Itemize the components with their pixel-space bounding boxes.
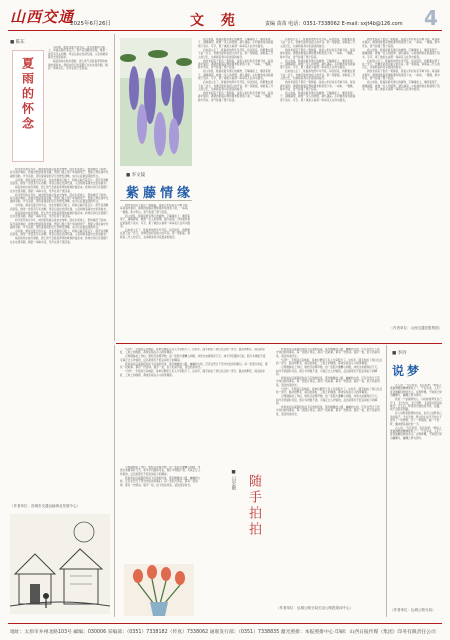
article-2 xyxy=(116,34,442,341)
issue-date: 2025年6月26日 xyxy=(70,21,111,27)
section-title: 文 苑 xyxy=(190,13,241,29)
article-2-paragraph: 我的老家院子里有一架紫藤，是祖父年轻时亲手种下的。每到春末夏初，满架的紫藤花便如瀑布般垂落下来，一串串，一簇簇，紫中带白，香气弥漫了整个院落。 xyxy=(198,59,274,70)
column-divider xyxy=(386,345,387,617)
article-1-caption: （作者单位：晋城市交通运输事业发展中心） xyxy=(10,504,80,508)
article-2-paragraph: 我的老家院子里有一架紫藤，是祖父年轻时亲手种下的。每到春末夏初，满架的紫藤花便如瀑布般垂落下来，一串串，一簇簇，紫中带白，香气弥漫了整个院落。 xyxy=(362,38,440,48)
article-4-paragraph: 我是一个爱做梦的人。小时候常梦见自己会飞，飞过村庄，飞过田野，飞到很远很远的地方。长大后，梦里常出现的是考试、赶路、找不到回家的路。 xyxy=(390,398,442,412)
article-2-paragraph: 后来祖父走了，紫藤却依然年年开花。每次回家，我都要在架下站一会儿，仿佛还能听到祖父的声音。那一架紫藤，承载着三代人的记忆，也承载着我对家最深的眷恋。 xyxy=(362,59,440,70)
article-2-paragraph: 我的老家院子里有一架紫藤，是祖父年轻时亲手种下的。每到春末夏初，满架的紫藤花便如瀑布般垂落下来，一串串，一簇簇，紫中带白，香气弥漫了整个院落。 xyxy=(120,204,191,214)
article-2-paragraph: 我的老家院子里有一架紫藤，是祖父年轻时亲手种下的。每到春末夏初，满架的紫藤花便如瀑布般垂落下来，一串串，一簇簇，紫中带白，香气弥漫了整个院落。 xyxy=(198,92,274,102)
article-1-paragraph: 雨后的村庄格外清新，泥土的气息混着青草的味道扑面而来。我和伙伴们光着脚丫在水洼里奔跑，溅起一串串水花，笑声在巷子里回荡。 xyxy=(10,237,109,244)
article-1-paragraph: 如今离开故乡多年，城市里的雨总是来去匆匆，落在水泥地上，很快就没了踪迹。每当雨声响起，我便会想起那座老屋，想起门槛上那个听雨的孩子，想起父母在雨中忙碌的身影。岁月流逝，那些夏雨里的记忆却愈发清晰，成为心底最温柔的怀念。 xyxy=(10,219,109,230)
article-1-title: 夏雨的怀念 xyxy=(20,57,35,132)
article-4-paragraph: 古人说："日有所思，夜有所梦。"梦是人类最神秘的精神现象之一，千百年来，人们一直试图解读梦的含义。庄周梦蝶，不知周之梦为蝴蝶与，蝴蝶之梦为周与。 xyxy=(390,384,442,398)
section-divider xyxy=(116,343,442,344)
article-1-paragraph: 如今离开故乡多年，城市里的雨总是来去匆匆，落在水泥地上，很快就没了踪迹。每当雨声响起，我便会想起那座老屋，想起门槛上那个听雨的孩子，想起父母在雨中忙碌的身影。岁月流逝，那些夏雨里的记忆却愈发清晰，成为心底最温柔的怀念。 xyxy=(10,193,109,204)
page-number: 4 xyxy=(424,6,438,30)
article-1-paragraph: 如今离开故乡多年，城市里的雨总是来去匆匆，落在水泥地上，很快就没了踪迹。每当雨声响起，我便会想起那座老屋，想起门槛上那个听雨的孩子，想起父母在雨中忙碌的身影。岁月流逝，那些夏雨里的记忆却愈发清晰，成为心底最温柔的怀念。 xyxy=(10,168,109,178)
article-2-paragraph: 祖父常说，紫藤是最有情义的植物，它攀援而上，缠绕着架子，越缠越紧，就像一家人的感情，越久越深。小时候我常在紫藤架下读书、写字，累了就抬头看那一串串花儿在风中摇曳。 xyxy=(362,81,440,92)
title-divider xyxy=(120,200,192,201)
editor-contact: 责编 苗苗 电话：0351-7338062 E-mail: sxjt4b@126.com xyxy=(265,21,403,27)
article-4-title: 说梦 xyxy=(392,364,423,378)
article-2-paragraph: 后来祖父走了，紫藤却依然年年开花。每次回家，我都要在架下站一会儿，仿佛还能听到祖父的声音。那一架紫藤，承载着三代人的记忆，也承载着我对家最深的眷恋。 xyxy=(280,70,356,81)
article-4-author: ■ 李玲 xyxy=(392,351,407,356)
article-1-paragraph: 小时候，最爱在夏日的午后，坐在老屋的门槛上，听雨点敲打着瓦片。那声音清脆而密集，像是一首没有尽头的歌。母亲总是在灶间忙碌，父亲则披着蓑衣去田里看水。 xyxy=(10,204,109,211)
article-2-paragraph: 祖父常说，紫藤是最有情义的植物，它攀援而上，缠绕着架子，越缠越紧，就像一家人的感情，越久越深。小时候我常在紫藤架下读书、写字，累了就抬头看那一串串花儿在风中摇曳。 xyxy=(198,38,274,48)
article-2-paragraph: 后来祖父走了，紫藤却依然年年开花。每次回家，我都要在架下站一会儿，仿佛还能听到祖父的声音。那一架紫藤，承载着三代人的记忆，也承载着我对家最深的眷恋。 xyxy=(120,229,191,239)
article-3-paragraph: 我常常在巡查路段时拍下沿途的风景，那些蜿蜒的公路、巍峨的大桥，还有在烈日下坚守岗位的同事们。每一张照片背后，都有一段故事，都有一份感动。随手一拍，拍下的是风景，留住的是时光。 xyxy=(276,377,380,387)
article-3-paragraph: "叮咚"，手机提示音响起，是单位群里又有人分享照片了。这些年，随手拍成了我们生活的一部分，路边的野花、雨后的彩虹、工地上的晚霞，都被定格在小小的屏幕里。 xyxy=(120,348,265,355)
article-3-paragraph: 我常常在巡查路段时拍下沿途的风景，那些蜿蜒的公路、巍峨的大桥，还有在烈日下坚守岗位的同事们。每一张照片背后，都有一段故事，都有一份感动。随手一拍，拍下的是风景，留住的是时光。 xyxy=(120,362,268,370)
article-2-caption: （作者单位：山西交通控股集团） xyxy=(389,326,442,330)
article-1-paragraph: 小时候，最爱在夏日的午后，坐在老屋的门槛上，听雨点敲打着瓦片。那声音清脆而密集，像是一首没有尽头的歌。母亲总是在灶间忙碌，父亲则披着蓑衣去田里看水。 xyxy=(10,230,109,237)
article-3 xyxy=(116,346,384,616)
article-3-paragraph: 记得刚参加工作时，相机还是稀罕物，拍一张照片要精心构图，冲洗出来要等好几天。如今手机随时可拍，照片多得数不清，可真正让人珍惜的，反而是那些不经意间拍下的瞬间。 xyxy=(120,466,201,476)
article-2-title: 紫藤情缘 xyxy=(126,186,195,201)
article-1-author: ■ 陈东 xyxy=(10,40,25,45)
article-3-paragraph: 我常常在巡查路段时拍下沿途的风景，那些蜿蜒的公路、巍峨的大桥，还有在烈日下坚守岗位的同事们。每一张照片背后，都有一段故事，都有一份感动。随手一拍，拍下的是风景，留住的是时光。 xyxy=(276,348,380,358)
article-4 xyxy=(388,346,442,616)
article-2-paragraph: 祖父常说，紫藤是最有情义的植物，它攀援而上，缠绕着架子，越缠越紧，就像一家人的感情，越久越深。小时候我常在紫藤架下读书、写字，累了就抬头看那一串串花儿在风中摇曳。 xyxy=(280,92,356,102)
article-2-paragraph: 后来祖父走了，紫藤却依然年年开花。每次回家，我都要在架下站一会儿，仿佛还能听到祖父的声音。那一架紫藤，承载着三代人的记忆，也承载着我对家最深的眷恋。 xyxy=(198,81,274,92)
article-1-paragraph: 雨后的村庄格外清新，泥土的气息混着青草的味道扑面而来。我和伙伴们光着脚丫在水洼里奔跑，溅起一串串水花，笑声在巷子里回荡。 xyxy=(48,60,108,71)
footer-rule xyxy=(8,623,442,624)
article-3-paragraph: 记得刚参加工作时，相机还是稀罕物，拍一张照片要精心构图，冲洗出来要等好几天。如今手机随时可拍，照片多得数不清，可真正让人珍惜的，反而是那些不经意间拍下的瞬间。 xyxy=(120,355,268,362)
column-divider xyxy=(114,34,115,341)
footer-info: 地址：太原市并州北路103号 邮编：030006 采编部：（0351）7338182（传真）7338062 通联发行部：（0351）7338835 激光照排：本报照排中心 印刷：山西日报传媒（集团）印务有限责任公司 xyxy=(10,630,436,635)
article-2-paragraph: 我的老家院子里有一架紫藤，是祖父年轻时亲手种下的。每到春末夏初，满架的紫藤花便如瀑布般垂落下来，一串串，一簇簇，紫中带白，香气弥漫了整个院落。 xyxy=(280,48,356,59)
article-1 xyxy=(8,34,112,617)
article-4-caption: （作者单位：运城公路分局） xyxy=(390,608,436,612)
article-3-title: 随手拍拍 xyxy=(246,474,261,538)
article-2-paragraph: 祖父常说，紫藤是最有情义的植物，它攀援而上，缠绕着架子，越缠越紧，就像一家人的感情，越久越深。小时候我常在紫藤架下读书、写字，累了就抬头看那一串串花儿在风中摇曳。 xyxy=(120,214,191,229)
article-1-paragraph: 雨后的村庄格外清新，泥土的气息混着青草的味道扑面而来。我和伙伴们光着脚丫在水洼里奔跑，溅起一串串水花，笑声在巷子里回荡。 xyxy=(10,186,109,193)
article-4-paragraph: 古人说："日有所思，夜有所梦。"梦是人类最神秘的精神现象之一，千百年来，人们一直试图解读梦的含义。庄周梦蝶，不知周之梦为蝴蝶与，蝴蝶之梦为周与。 xyxy=(390,426,442,440)
article-3-paragraph: "叮咚"，手机提示音响起，是单位群里又有人分享照片了。这些年，随手拍成了我们生活的一部分，路边的野花、雨后的彩虹、工地上的晚霞，都被定格在小小的屏幕里。 xyxy=(276,358,382,366)
article-3-paragraph: "叮咚"，手机提示音响起，是单位群里又有人分享照片了。这些年，随手拍成了我们生活的一部分，路边的野花、雨后的彩虹、工地上的晚霞，都被定格在小小的屏幕里。 xyxy=(276,387,382,395)
article-1-title-box xyxy=(12,50,44,162)
article-2-paragraph: 祖父常说，紫藤是最有情义的植物，它攀援而上，缠绕着架子，越缠越紧，就像一家人的感情，越久越深。小时候我常在紫藤架下读书、写字，累了就抬头看那一串串花儿在风中摇曳。 xyxy=(362,48,440,59)
article-2-paragraph: 后来祖父走了，紫藤却依然年年开花。每次回家，我都要在架下站一会儿，仿佛还能听到祖父的声音。那一架紫藤，承载着三代人的记忆，也承载着我对家最深的眷恋。 xyxy=(280,38,356,48)
newspaper-logo: 山西交通 xyxy=(10,8,75,26)
article-2-paragraph: 后来祖父走了，紫藤却依然年年开花。每次回家，我都要在架下站一会儿，仿佛还能听到祖父的声音。那一架紫藤，承载着三代人的记忆，也承载着我对家最深的眷恋。 xyxy=(198,48,274,59)
article-3-paragraph: 我常常在巡查路段时拍下沿途的风景，那些蜿蜒的公路、巍峨的大桥，还有在烈日下坚守岗位的同事们。每一张照片背后，都有一段故事，都有一份感动。随手一拍，拍下的是风景，留住的是时光。 xyxy=(276,406,380,416)
article-2-paragraph: 祖父常说，紫藤是最有情义的植物，它攀援而上，缠绕着架子，越缠越紧，就像一家人的感情，越久越深。小时候我常在紫藤架下读书、写字，累了就抬头看那一串串花儿在风中摇曳。 xyxy=(280,59,356,70)
column-divider xyxy=(114,345,115,617)
article-2-paragraph: 我的老家院子里有一架紫藤，是祖父年轻时亲手种下的。每到春末夏初，满架的紫藤花便如瀑布般垂落下来，一串串，一簇簇，紫中带白，香气弥漫了整个院落。 xyxy=(280,81,356,92)
masthead-rule xyxy=(8,30,442,31)
article-2-paragraph: 我的老家院子里有一架紫藤，是祖父年轻时亲手种下的。每到春末夏初，满架的紫藤花便如瀑布般垂落下来，一串串，一簇簇，紫中带白，香气弥漫了整个院落。 xyxy=(362,70,440,81)
article-3-paragraph: 记得刚参加工作时，相机还是稀罕物，拍一张照片要精心构图，冲洗出来要等好几天。如今手机随时可拍，照片多得数不清，可真正让人珍惜的，反而是那些不经意间拍下的瞬间。 xyxy=(276,395,380,406)
article-1-paragraph: 小时候，最爱在夏日的午后，坐在老屋的门槛上，听雨点敲打着瓦片。那声音清脆而密集，像是一首没有尽头的歌。母亲总是在灶间忙碌，父亲则披着蓑衣去田里看水。 xyxy=(10,178,109,186)
article-3-paragraph: 记得刚参加工作时，相机还是稀罕物，拍一张照片要精心构图，冲洗出来要等好几天。如今手机随时可拍，照片多得数不清，可真正让人珍惜的，反而是那些不经意间拍下的瞬间。 xyxy=(276,366,380,377)
article-2-paragraph: 祖父常说，紫藤是最有情义的植物，它攀援而上，缠绕着架子，越缠越紧，就像一家人的感情，越久越深。小时候我常在紫藤架下读书、写字，累了就抬头看那一串串花儿在风中摇曳。 xyxy=(198,70,274,81)
article-1-paragraph: 雨后的村庄格外清新，泥土的气息混着青草的味道扑面而来。我和伙伴们光着脚丫在水洼里奔跑，溅起一串串水花，笑声在巷子里回荡。 xyxy=(10,211,109,219)
article-3-caption: （作者单位：运城公路分局长治公路段第四中心） xyxy=(276,606,353,610)
article-3-paragraph: "叮咚"，手机提示音响起，是单位群里又有人分享照片了。这些年，随手拍成了我们生活的一部分，路边的野花、雨后的彩虹、工地上的晚霞，都被定格在小小的屏幕里。 xyxy=(120,370,265,377)
article-3-author: ■ 吕宏艳 xyxy=(231,470,236,490)
article-4-paragraph: 有人说梦是愿望的达成，也有人说梦是心灵的镜子。无论怎样，梦让我们在平凡的日子里多了一份想象，多了一份期待。做一个好梦，醒来便是美好的一天。 xyxy=(390,412,442,426)
wisteria-photo xyxy=(120,38,192,166)
article-3-paragraph: 我常常在巡查路段时拍下沿途的风景，那些蜿蜒的公路、巍峨的大桥，还有在烈日下坚守岗位的同事们。每一张照片背后，都有一段故事，都有一份感动。随手一拍，拍下的是风景，留住的是时光。 xyxy=(120,476,201,487)
tulip-illustration xyxy=(124,564,194,616)
article-2-author: ■ 李文镜 xyxy=(126,173,146,178)
village-illustration xyxy=(10,514,110,614)
article-1-paragraph: 小时候，最爱在夏日的午后，坐在老屋的门槛上，听雨点敲打着瓦片。那声音清脆而密集，像是一首没有尽头的歌。母亲总是在灶间忙碌，父亲则披着蓑衣去田里看水。 xyxy=(48,46,108,60)
